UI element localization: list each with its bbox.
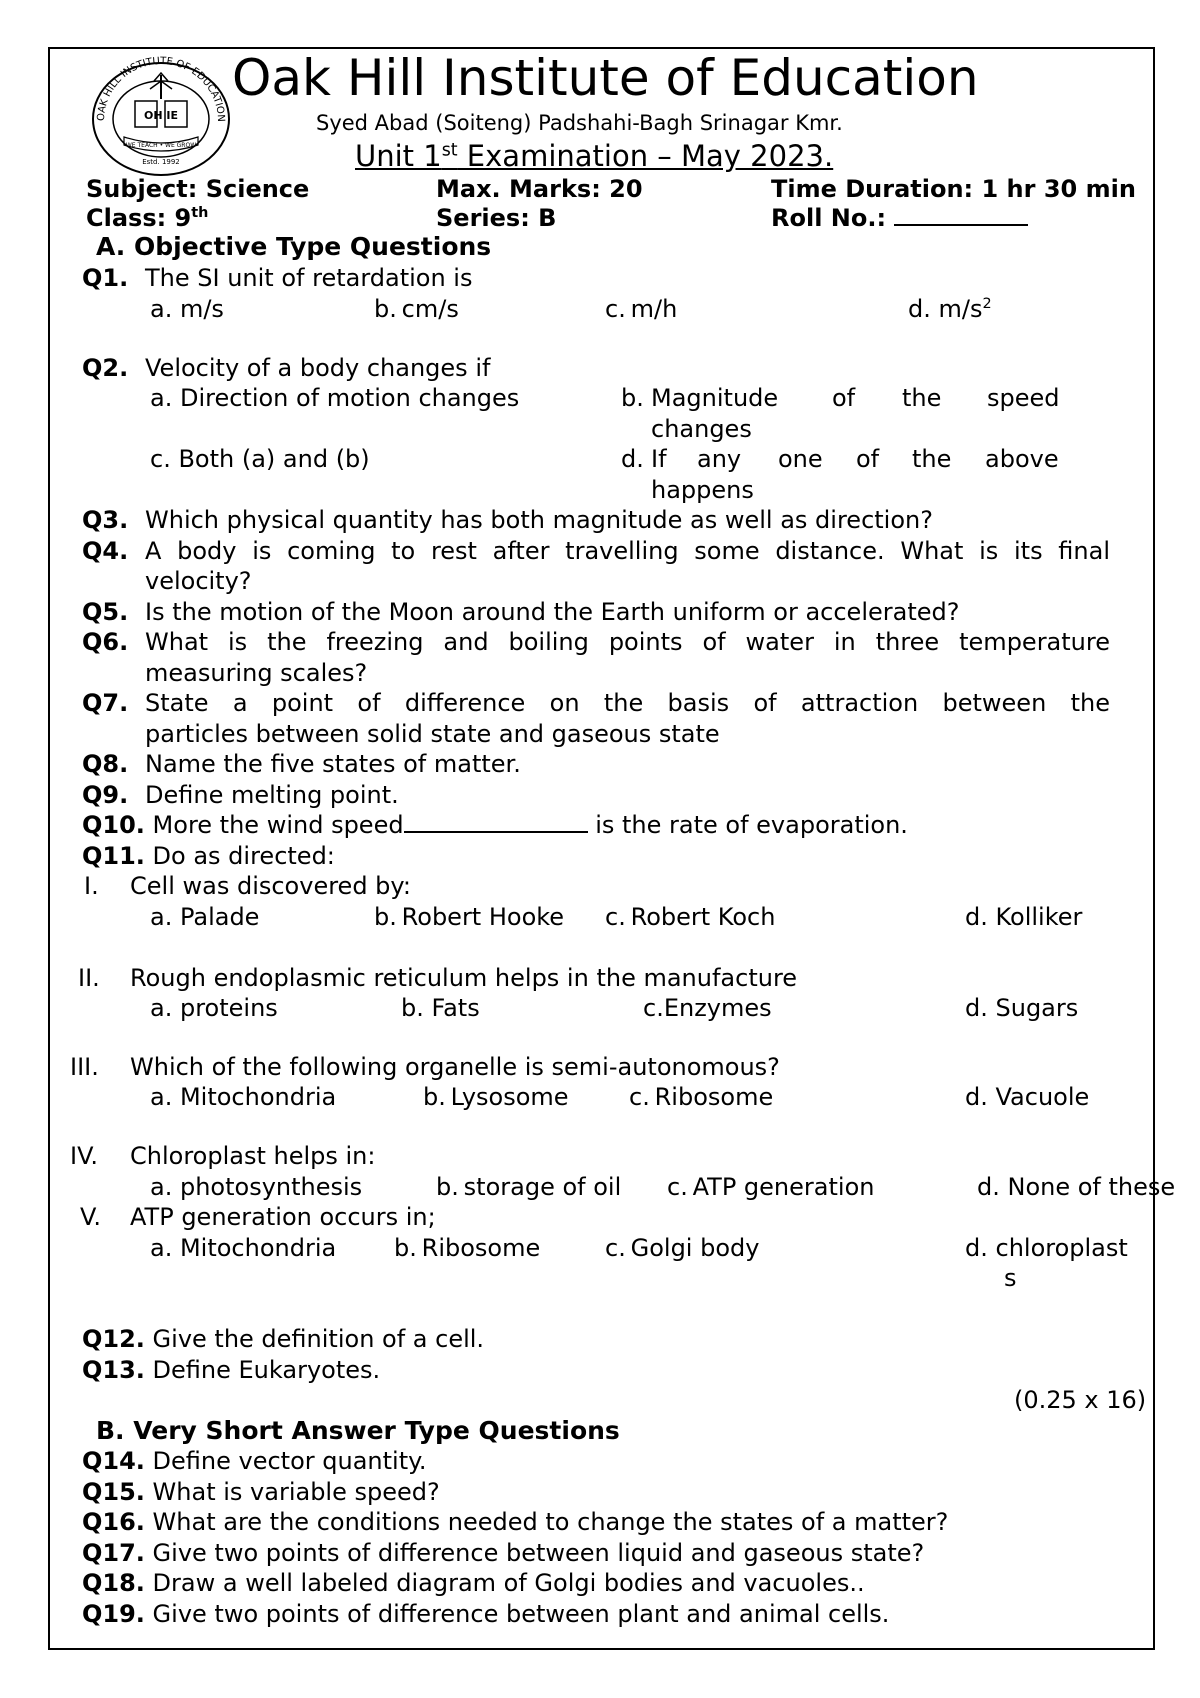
- school-logo: [86, 51, 236, 176]
- q1-option-d: [908, 294, 992, 324]
- q9-text: Define melting point.: [145, 781, 399, 809]
- q8-text: Name the five states of matter.: [145, 750, 521, 778]
- q11-part4-option-a: a. photosynthesis: [150, 1173, 363, 1201]
- q11-part2-option-b: b. Fats: [401, 994, 480, 1022]
- q19: [82, 1599, 889, 1629]
- q11-part1-option-d: d. Kolliker: [965, 903, 1083, 931]
- q11-part-numeral: III.: [70, 1053, 99, 1081]
- q11-part-text: Chloroplast helps in:: [130, 1142, 376, 1170]
- q11-part2-option-a: a. proteins: [150, 994, 278, 1022]
- q11: [82, 841, 335, 871]
- q6-text-line2: measuring scales?: [145, 659, 368, 687]
- q1-option-d-text: d. m/s: [908, 295, 983, 323]
- q14-number: Q14.: [82, 1447, 145, 1475]
- q18: [82, 1568, 865, 1598]
- q2-option-b-num: b.: [621, 384, 644, 412]
- q2-option-b-word: speed: [987, 384, 1060, 412]
- q11-part3-option-d: d. Vacuole: [965, 1083, 1090, 1111]
- q16-number: Q16.: [82, 1508, 145, 1536]
- q11-part-numeral: V.: [80, 1203, 101, 1231]
- q1-option-b: b. cm/s: [374, 295, 459, 323]
- q2-option-d-num: d.: [621, 445, 644, 473]
- section-b-heading: B. Very Short Answer Type Questions: [96, 1416, 620, 1445]
- q2-option-a: a. Direction of motion changes: [150, 384, 520, 412]
- q19-number: Q19.: [82, 1600, 145, 1628]
- q8-number: Q8.: [82, 750, 129, 778]
- q4-text-line1: A body is coming to rest after travelling some distance. What is its final: [145, 537, 1110, 565]
- q2-option-d-word: one: [778, 445, 823, 473]
- q2-option-c: c. Both (a) and (b): [150, 445, 370, 473]
- q10-blank: [404, 811, 588, 833]
- q15-text: What is variable speed?: [144, 1478, 440, 1506]
- q15: [82, 1477, 440, 1507]
- q1-option-c: c. m/h: [605, 295, 678, 323]
- q12-text: Give the definition of a cell.: [144, 1325, 485, 1353]
- q11-part3-option-a: a. Mitochondria: [150, 1083, 337, 1111]
- logo-ribbon-text: WE TEACH • WE GROW: [125, 142, 197, 149]
- q15-number: Q15.: [82, 1478, 145, 1506]
- q12: [82, 1324, 484, 1354]
- q1-text: The SI unit of retardation is: [145, 264, 473, 292]
- logo-center-text: OH IE: [144, 109, 178, 122]
- q5-text: Is the motion of the Moon around the Earth uniform or accelerated?: [145, 598, 960, 626]
- q10: [82, 810, 908, 840]
- logo-ring-text: OAK HILL INSTITUTE OF EDUCATION: [95, 55, 227, 123]
- q17-text: Give two points of difference between liquid and gaseous state?: [144, 1539, 925, 1567]
- q17-number: Q17.: [82, 1539, 145, 1567]
- q11-part2-option-c: c.Enzymes: [643, 994, 772, 1022]
- q11-part4-option-d: d. None of these: [977, 1173, 1176, 1201]
- school-address: Syed Abad (Soiteng) Padshahi-Bagh Srinagar Kmr.: [316, 111, 843, 135]
- q11-part3-option-c: c. Ribosome: [629, 1083, 774, 1111]
- q10-text-before: More the wind speed: [144, 811, 404, 839]
- q4-number: Q4.: [82, 537, 129, 565]
- q11-part-numeral: I.: [84, 872, 99, 900]
- series-label: Series: B: [436, 204, 557, 232]
- roll-number-blank: [894, 204, 1028, 226]
- q2-option-b-word: Magnitude: [651, 384, 779, 412]
- q3-text: Which physical quantity has both magnitude as well as direction?: [145, 506, 933, 534]
- q4-text-line2: velocity?: [145, 567, 252, 595]
- subject-label: Subject: Science: [86, 175, 310, 203]
- q10-number: Q10.: [82, 811, 145, 839]
- q2-option-b-word: of: [832, 384, 856, 412]
- q14: [82, 1446, 427, 1476]
- q9-number: Q9.: [82, 781, 129, 809]
- q11-part2-option-d: d. Sugars: [965, 994, 1079, 1022]
- q2-option-d-word: of: [856, 445, 880, 473]
- q2-option-b-word: the: [902, 384, 942, 412]
- q11-part5-option-c: c. Golgi body: [605, 1234, 760, 1262]
- q6-number: Q6.: [82, 628, 129, 656]
- q13-text: Define Eukaryotes.: [144, 1356, 381, 1384]
- q2-option-b-continued: changes: [651, 415, 752, 443]
- q11-part3-option-b: b. Lysosome: [423, 1083, 569, 1111]
- logo-established: Estd. 1992: [142, 158, 180, 166]
- q18-number: Q18.: [82, 1569, 145, 1597]
- q12-number: Q12.: [82, 1325, 145, 1353]
- q7-text-line1: State a point of difference on the basis of attraction between the: [145, 689, 1110, 717]
- section-a-marks: (0.25 x 16): [1014, 1386, 1147, 1414]
- q11-part-text: Which of the following organelle is semi-autonomous?: [130, 1053, 780, 1081]
- q16: [82, 1507, 948, 1537]
- q2-option-d-word: above: [985, 445, 1059, 473]
- q2-option-d-word: If: [651, 445, 667, 473]
- q5-number: Q5.: [82, 598, 129, 626]
- exam-title-prefix: Unit 1: [355, 139, 442, 173]
- q13-number: Q13.: [82, 1356, 145, 1384]
- class-prefix: Class: 9: [86, 204, 192, 232]
- class-sup: th: [191, 205, 209, 221]
- q1-option-a: a. m/s: [150, 295, 224, 323]
- q11-part-numeral: II.: [78, 964, 100, 992]
- roll-number: [771, 203, 1028, 233]
- q11-part5-option-d-continued: s: [1004, 1264, 1017, 1292]
- q11-part5-option-d: d. chloroplast: [965, 1234, 1128, 1262]
- q11-part5-option-a: a. Mitochondria: [150, 1234, 337, 1262]
- section-a-heading: A. Objective Type Questions: [96, 232, 492, 261]
- q10-text-after: is the rate of evaporation.: [587, 811, 908, 839]
- q2-option-d-continued: happens: [651, 476, 754, 504]
- max-marks: Max. Marks: 20: [436, 175, 643, 203]
- q14-text: Define vector quantity.: [144, 1447, 427, 1475]
- q17: [82, 1538, 924, 1568]
- q3-number: Q3.: [82, 506, 129, 534]
- q2-option-d-word: the: [912, 445, 952, 473]
- q11-part5-option-b: b. Ribosome: [394, 1234, 541, 1262]
- q2-number: Q2.: [82, 354, 129, 382]
- q1-option-d-sup: 2: [982, 296, 992, 312]
- q11-part1-option-c: c. Robert Koch: [605, 903, 776, 931]
- q11-part-numeral: IV.: [70, 1142, 99, 1170]
- q2-option-d-word: any: [697, 445, 742, 473]
- roll-label: Roll No.:: [771, 204, 895, 232]
- q11-part-text: Rough endoplasmic reticulum helps in the manufacture: [130, 964, 798, 992]
- q7-number: Q7.: [82, 689, 129, 717]
- q11-part4-option-b: b. storage of oil: [436, 1173, 622, 1201]
- q11-part4-option-c: c. ATP generation: [667, 1173, 875, 1201]
- school-name: Oak Hill Institute of Education: [232, 49, 979, 107]
- q13: [82, 1355, 380, 1385]
- q16-text: What are the conditions needed to change the states of a matter?: [144, 1508, 949, 1536]
- q19-text: Give two points of difference between plant and animal cells.: [144, 1600, 890, 1628]
- exam-title-sup: st: [441, 140, 458, 161]
- exam-title-suffix: Examination – May 2023.: [457, 139, 834, 173]
- q7-text-line2: particles between solid state and gaseous state: [145, 720, 720, 748]
- q11-part1-option-a: a. Palade: [150, 903, 260, 931]
- q11-number: Q11.: [82, 842, 145, 870]
- exam-title: [355, 138, 833, 174]
- q11-part-text: ATP generation occurs in;: [130, 1203, 436, 1231]
- q11-text: Do as directed:: [144, 842, 335, 870]
- class-label: [86, 203, 208, 233]
- q1-number: Q1.: [82, 264, 129, 292]
- q11-part1-option-b: b. Robert Hooke: [374, 903, 565, 931]
- q11-part-text: Cell was discovered by:: [130, 872, 411, 900]
- q18-text: Draw a well labeled diagram of Golgi bodies and vacuoles..: [144, 1569, 865, 1597]
- q2-text: Velocity of a body changes if: [145, 354, 491, 382]
- q6-text-line1: What is the freezing and boiling points of water in three temperature: [145, 628, 1110, 656]
- time-duration: Time Duration: 1 hr 30 min: [771, 175, 1136, 203]
